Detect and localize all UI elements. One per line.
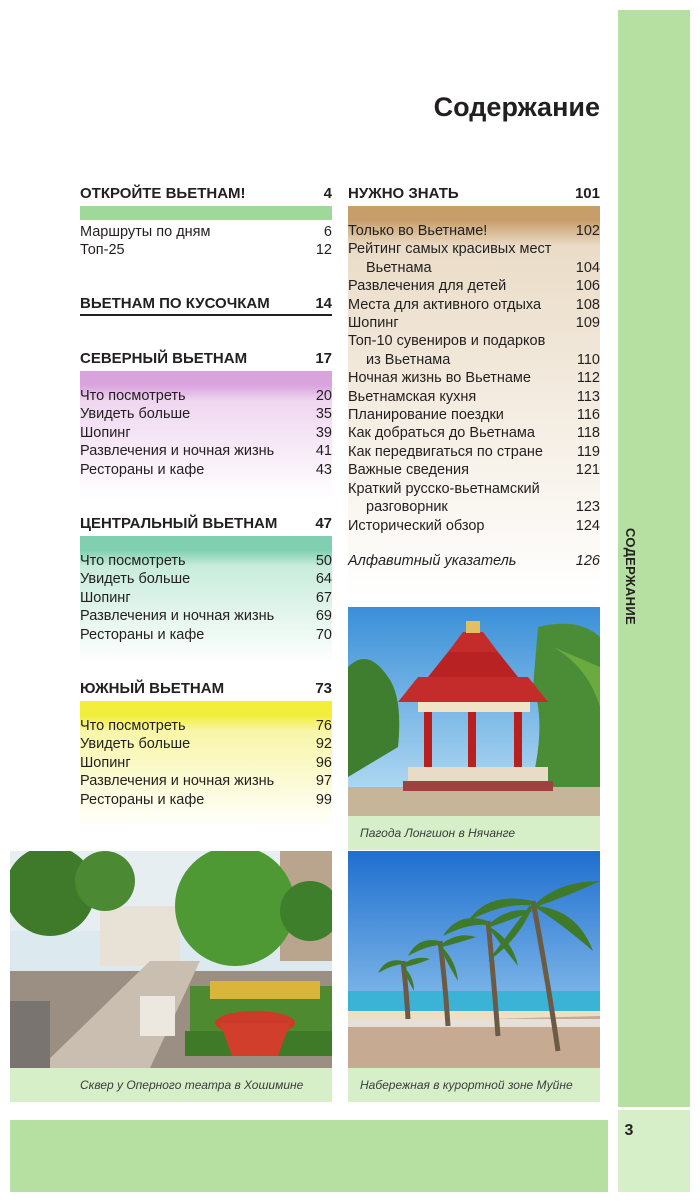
toc-entry[interactable]: Шопинг 109 [348, 315, 600, 332]
toc-entry[interactable]: Развлечения для детей 106 [348, 278, 600, 295]
section-title: НУЖНО ЗНАТЬ [348, 185, 459, 202]
beach-embankment-photo [348, 851, 600, 1068]
toc-entry[interactable]: Увидеть больше 92 [80, 736, 332, 753]
page-title: Содержание [433, 92, 600, 122]
toc-section-header[interactable] [80, 184, 332, 204]
toc-entry[interactable]: Шопинг 96 [80, 754, 332, 771]
toc-entry[interactable]: из Вьетнама 110 [366, 351, 600, 368]
section-page: 14 [315, 295, 332, 312]
toc-entry[interactable]: Ночная жизнь во Вьетнаме 112 [348, 370, 600, 387]
toc-section-header[interactable] [80, 349, 332, 369]
toc-entry[interactable]: Шопинг 39 [80, 424, 332, 441]
toc-entry[interactable]: Вьетнамская кухня 113 [348, 388, 600, 405]
section-page: 73 [315, 680, 332, 697]
toc-entry-list [80, 223, 332, 260]
section-title: ЦЕНТРАЛЬНЫЙ ВЬЕТНАМ [80, 515, 278, 532]
section-title: ОТКРОЙТЕ ВЬЕТНАМ! [80, 185, 246, 202]
toc-entry[interactable]: Исторический обзор 124 [348, 517, 600, 534]
section-page: 47 [315, 515, 332, 532]
toc-entry[interactable]: разговорник 123 [366, 499, 600, 516]
photo-caption: Сквер у Оперного театра в Хошимине [10, 1068, 332, 1102]
toc-entry[interactable]: Рестораны и кафе 43 [80, 461, 332, 478]
toc-section-header[interactable] [80, 679, 332, 699]
toc-index-entry [348, 552, 600, 570]
toc-entry[interactable]: Как передвигаться по стране 119 [348, 443, 600, 460]
opera-square-photo [10, 851, 332, 1068]
toc-entry-list [80, 552, 332, 644]
toc-section-header[interactable] [348, 184, 600, 204]
toc-entry[interactable]: Развлечения и ночная жизнь 41 [80, 443, 332, 460]
photo-caption: Набережная в курортной зоне Муйне [348, 1068, 600, 1102]
toc-entry[interactable]: Увидеть больше 64 [80, 571, 332, 588]
toc-entry[interactable]: Шопинг 67 [80, 589, 332, 606]
side-tab-label: СОДЕРЖАНИЕ [623, 528, 638, 625]
toc-entry[interactable]: Топ-10 сувениров и подарков [348, 333, 546, 350]
section-title: ЮЖНЫЙ ВЬЕТНАМ [80, 680, 225, 697]
section-color-band [80, 206, 332, 220]
toc-entry[interactable]: Рестораны и кафе 70 [80, 626, 332, 643]
toc-entry[interactable]: Рейтинг самых красивых мест [348, 241, 552, 258]
toc-entry[interactable]: Что посмотреть 20 [80, 388, 332, 404]
pagoda-photo [348, 607, 600, 816]
toc-entry[interactable]: Краткий русско-вьетнамский [348, 480, 540, 497]
toc-entry-list [80, 717, 332, 809]
toc-section-header[interactable] [80, 294, 332, 316]
toc-entry[interactable]: Только во Вьетнаме! 102 [348, 223, 600, 239]
footer-band [10, 1120, 608, 1192]
toc-entry[interactable]: Развлечения и ночная жизнь 97 [80, 773, 332, 790]
page-number: 3 [624, 1122, 634, 1139]
section-page: 17 [315, 350, 332, 367]
toc-section-header[interactable] [80, 514, 332, 534]
section-title: СЕВЕРНЫЙ ВЬЕТНАМ [80, 350, 248, 367]
section-title: ВЬЕТНАМ ПО КУСОЧКАМ [80, 295, 270, 312]
toc-entry[interactable]: Планирование поездки 116 [348, 407, 600, 424]
toc-entry[interactable]: Развлечения и ночная жизнь 69 [80, 608, 332, 625]
toc-entry[interactable]: Рестораны и кафе 99 [80, 791, 332, 808]
toc-entry-list [348, 222, 600, 535]
toc-entry[interactable]: Места для активного отдыха 108 [348, 296, 600, 313]
toc-entry[interactable]: Как добраться до Вьетнама 118 [348, 425, 600, 442]
section-page: 101 [574, 185, 600, 202]
photo-caption: Пагода Лонгшон в Нячанге [348, 816, 600, 850]
section-page: 4 [323, 185, 332, 202]
toc-entry[interactable]: Увидеть больше 35 [80, 406, 332, 423]
toc-entry[interactable]: Маршруты по дням 6 [80, 224, 332, 240]
toc-entry[interactable]: Вьетнама 104 [366, 259, 600, 276]
toc-entry[interactable]: Что посмотреть 76 [80, 718, 332, 734]
toc-entry[interactable]: Что посмотреть 50 [80, 553, 332, 569]
toc-entry[interactable]: Топ-25 12 [80, 242, 332, 259]
toc-entry-index[interactable]: Алфавитный указатель 126 [348, 553, 600, 569]
toc-entry[interactable]: Важные сведения 121 [348, 462, 600, 479]
toc-entry-list [80, 387, 332, 479]
